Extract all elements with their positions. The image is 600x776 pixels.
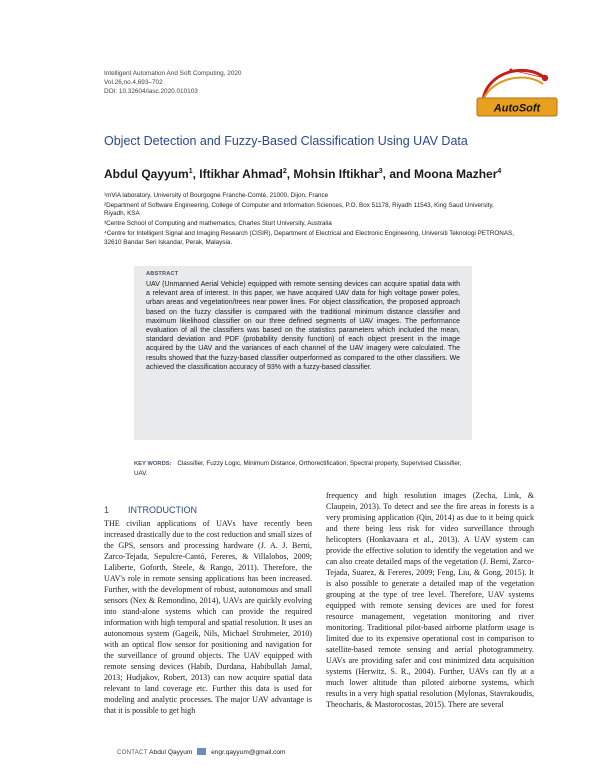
author-name: Mohsin Iftikhar xyxy=(293,167,379,181)
section-title: INTRODUCTION xyxy=(128,505,197,515)
author-sup: 4 xyxy=(497,168,502,175)
journal-doi: DOI: 10.32604/iasc.2020.010103 xyxy=(104,88,198,95)
email-icon xyxy=(197,748,206,755)
autosoft-logo-graphic xyxy=(463,58,559,118)
section-heading xyxy=(104,505,197,515)
affiliation: ²Department of Software Engineering, College of Computer and Information Sciences, P.O. Box 51178, Riyadh 11543, King Saud University, Riyadh, KSA xyxy=(104,201,494,218)
keywords xyxy=(134,459,474,478)
author-name: Iftikhar Ahmad xyxy=(199,167,283,181)
affiliations xyxy=(104,192,514,248)
paper-title: Object Detection and Fuzzy-Based Classification Using UAV Data xyxy=(104,134,468,148)
contact-email[interactable]: engr.qayyum@gmail.com xyxy=(211,749,286,756)
journal-header xyxy=(104,69,364,96)
affiliation: ¹mViA laboratory, University of Bourgogne Franche-Comté, 21000, Dijon, France xyxy=(104,192,329,199)
journal-name: Intelligent Automation And Soft Computing, 2020 xyxy=(104,70,242,77)
affiliation: ³Centre School of Computing and mathematics, Charles Sturt University, Australia xyxy=(104,220,332,228)
autosoft-logo xyxy=(463,58,559,118)
abstract-box xyxy=(134,266,472,440)
abstract-text: UAV (Unmanned Aerial Vehicle) equipped with remote sensing devices can acquire spatial data with a relevant area of interest. In this paper, we have acquired UAV data for high voltage power poles, urban areas and vegetation/trees near power lines. For object classification, the proposed approach based on the fuzzy classifier is compared with the traditional minimum distance classifier and maximum likelihood classifier on our three defined segments of UAV images. The performance evaluation of all the classifiers was based on the statistics parameters which included the mean, standard deviation and PDF (probability density function) of each object present in the image acquired by the UAV and the variances of each channel of the UAV imagery were calculated. The results showed that the fuzzy-based classifier outperformed as compared to the other classifiers. We achieved the classification accuracy of 93% with a fuzzy-based classifier. xyxy=(146,281,460,371)
affiliation: ⁴Centre for Intelligent Signal and Imaging Research (CISIR), Department of Electrical and Electronic Engineering, Universiti Teknologi PETRONAS, 32610 Bandar Seri Iskandar, Perak, Malaysia. xyxy=(104,229,514,246)
abstract-heading: ABSTRACT xyxy=(146,271,179,277)
author-conjunction: and xyxy=(389,167,411,181)
keywords-label: KEY WORDS: xyxy=(134,461,172,467)
author-name: Moona Mazher xyxy=(414,167,498,181)
contact-name: Abdul Qayyum xyxy=(149,749,193,756)
body-column-left: THE civilian applications of UAVs have recently been increased drastically due to the cost reduction and small sizes of the GPS, sensors and processing hardware (J. A. J. Berni, Zarco-Tejada, Sepulcre-Cantó, Fereres, & Villalobos, 2009; Laliberte, Goforth, Steele, & Rango, 2011). Therefore, the UAV's role in remote sensing applications has been increased. Further, with the development of robust, autonomous and small sensors (Nex & Remondino, 2014), UAVs are quickly evolving into stand-alone systems which can provide the required information with high temporal and spatial resolution. It uses an autonomous system (Gageik, Nils, Michael Strohmeier, 2010) with an optical flow sensor for positioning and navigation for the surveillance of ground objects. The UAV equipped with remote sensing devices (Habib, Durdana, Habibullah Jamal, 2013; Hudjakov, Robert, 2013) can now acquire spatial data relevant to land coverage etc. Further this data is used for modeling and analytic processes. The major UAV advantage is that it is possible to get high xyxy=(104,519,312,715)
keywords-text: Classifier, Fuzzy Logic, Minimum Distance, Orthorectification, Spectral property, Supervised Classifier, UAV. xyxy=(134,460,462,477)
body-column-right: frequency and high resolution images (Zecha, Link, & Claupein, 2013). To detect and see the fire areas in forests is a very promising application (Qin, 2014) as due to it being quick and there being less risk for video surveillance through helicopters (Honkavaara et al., 2013). A UAV system can provide the effective solution to identify the vegetation and we can also create detailed maps of the vegetation (J. Berni, Zarco-Tejada, Suarez, & Fereres, 2009; Feng, Liu, & Gong, 2015). It is also possible to generate a detailed map of the vegetation grouping at the type of tree level. Therefore, UAV systems equipped with remote sensing devices are used for forest resource management, vegetation monitoring and river monitoring. Traditional pilot-based airborne platform usage is limited due to its expensive operational cost in comparison to satellite-based remote sensing and aerial photogrammetry. UAVs are providing safer and cost minimized data acquisition systems (Herwitz, S. R., 2004). Further, UAVs can fly at a much lower altitude than piloted airborne systems, which results in a very high spatial resolution (Mylonas, Stavrakoudis, Theocharis, & Mastorocostas, 2015). There are several xyxy=(326,491,534,709)
author-sup: 3 xyxy=(378,168,383,175)
author-list: Abdul Qayyum$^1$, Iftikhar Ahmad$^2$, Mohsin Iftikhar$^3$, and Moona Mazher$^4$ xyxy=(104,167,502,181)
author-name: Abdul Qayyum xyxy=(104,167,189,181)
logo-text: AutoSoft xyxy=(493,102,541,115)
section-number: 1 xyxy=(104,505,110,515)
author-sup: 1 xyxy=(188,168,193,175)
contact-footer xyxy=(117,748,517,756)
contact-label: CONTACT xyxy=(117,750,148,756)
journal-volume: Vol.26,no.4,693–702 xyxy=(104,79,163,86)
author-sup: 2 xyxy=(282,168,287,175)
